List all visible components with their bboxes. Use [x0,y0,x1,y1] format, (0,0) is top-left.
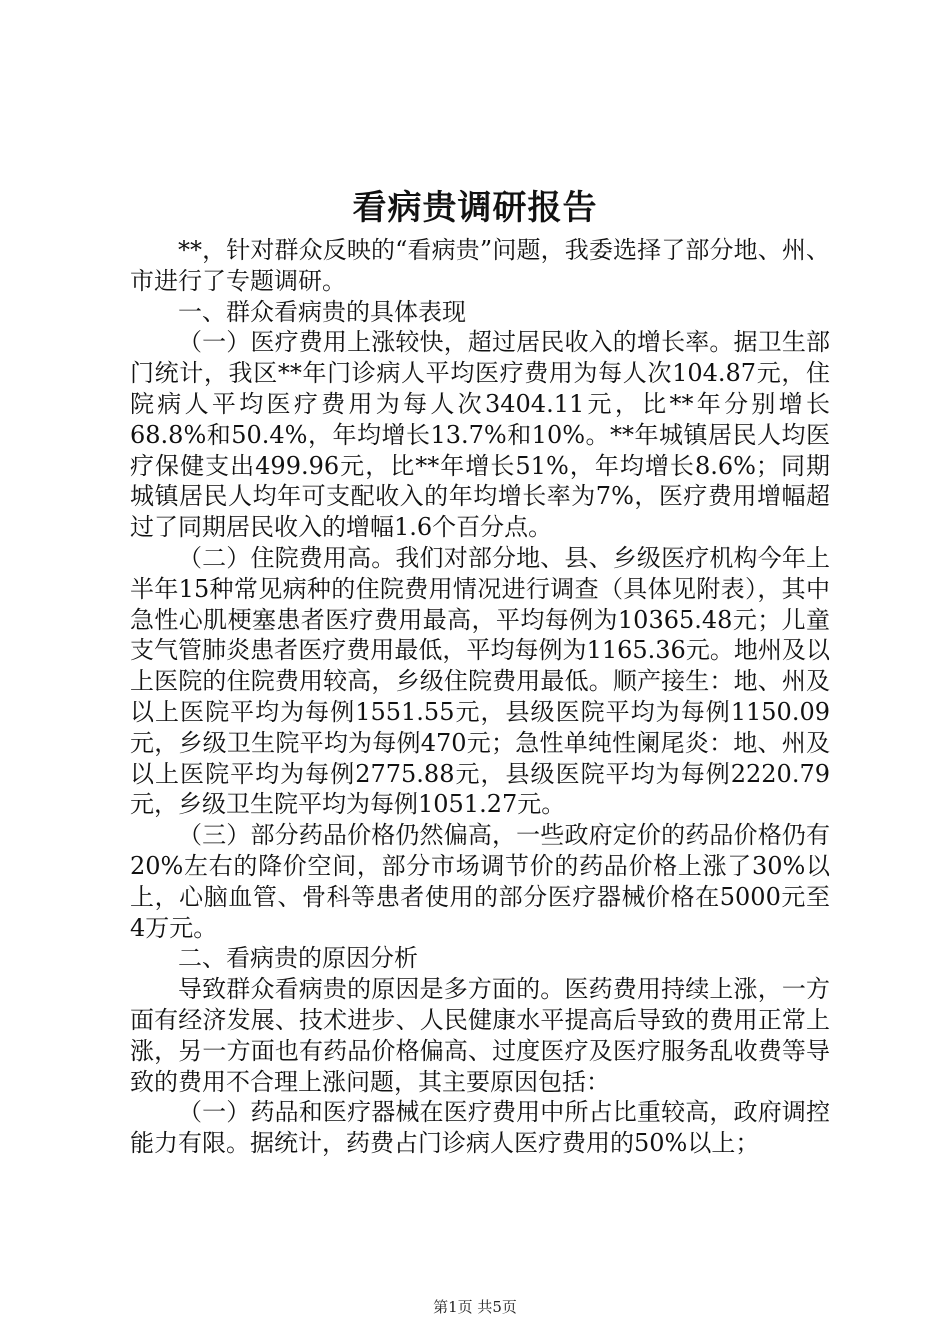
page-footer: 第1页 共5页 [433,1298,517,1316]
document-title: 看病贵调研报告 [352,188,598,228]
paragraph-1-3: （三）部分药品价格仍然偏高，一些政府定价的药品价格仍有20%左右的降价空间，部分市场调节价的药品价格上涨了30%以上，心脑血管、骨科等患者使用的部分医疗器械价格在5000元至4万元。 [130,821,830,942]
paragraph-2-1: （一）药品和医疗器械在医疗费用中所占比重较高，政府调控能力有限。据统计，药费占门诊病人医疗费用的50%以上； [130,1098,830,1158]
paragraph-2-intro: 导致群众看病贵的原因是多方面的。医药费用持续上涨，一方面有经济发展、技术进步、人民健康水平提高后导致的费用正常上涨，另一方面也有药品价格偏高、过度医疗及医疗服务乱收费等导致的费用不合理上涨问题，其主要原因包括： [130,975,830,1096]
paragraph-intro: **，针对群众反映的“看病贵”问题，我委选择了部分地、州、市进行了专题调研。 [130,236,830,295]
section-heading-1: 一、群众看病贵的具体表现 [178,297,466,326]
document-body [130,235,830,1159]
paragraph-1-2: （二）住院费用高。我们对部分地、县、乡级医疗机构今年上半年15种常见病种的住院费用情况进行调查（具体见附表），其中急性心肌梗塞患者医疗费用最高，平均每例为10365.48元；儿童支气管肺炎患者医疗费用最低，平均每例为1165.36元。地州及以上医院的住院费用较高，乡级住院费用最低。顺产接生：地、州及以上医院平均为每例1551.55元，县级医院平均为每例1150.09元，乡级卫生院平均为每例470元；急性单纯性阑尾炎：地、州及以上医院平均为每例2775.88元，县级医院平均为每例2220.79元，乡级卫生院平均为每例1051.27元。 [130,543,830,819]
section-heading-2: 二、看病贵的原因分析 [178,944,418,973]
paragraph-1-1: （一）医疗费用上涨较快，超过居民收入的增长率。据卫生部门统计，我区**年门诊病人平均医疗费用为每人次104.87元，住院病人平均医疗费用为每人次3404.11元，比**年分别增长68.8%和50.4%，年均增长13.7%和10%。**年城镇居民人均医疗保健支出499.96元，比**年增长51%，年均增长8.6%；同期城镇居民人均年可支配收入的年均增长率为7%，医疗费用增幅超过了同期居民收入的增幅1.6个百分点。 [130,328,830,542]
